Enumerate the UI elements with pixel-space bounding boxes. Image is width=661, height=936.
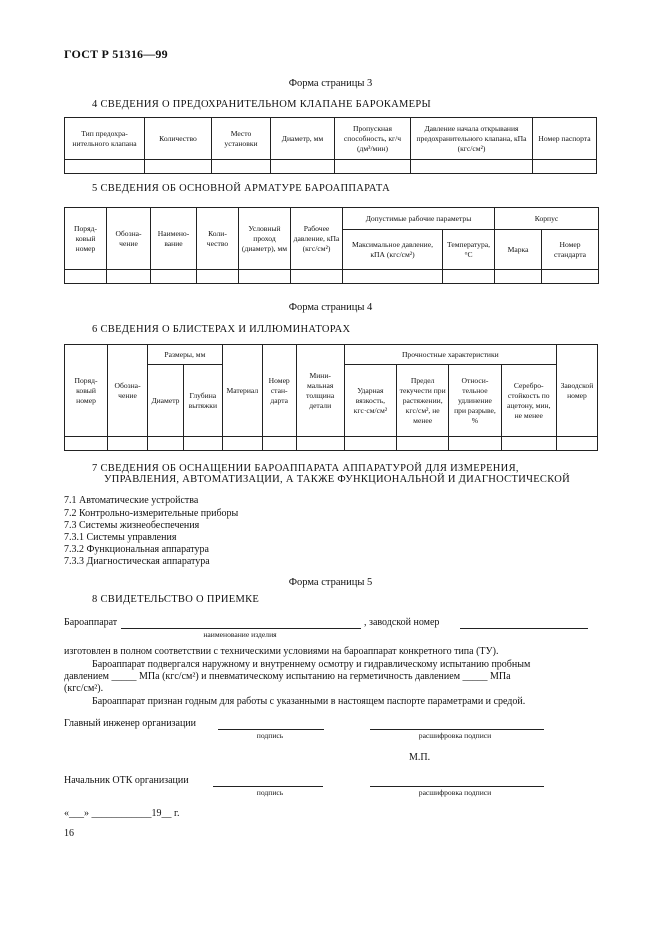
- section4-title: 4 СВЕДЕНИЯ О ПРЕДОХРАНИТЕЛЬНОМ КЛАПАНЕ БАРОКАМЕРЫ: [92, 99, 431, 110]
- section5-table: [64, 207, 599, 284]
- decoding-caption: расшифровка подписи: [418, 788, 492, 797]
- section5-title: 5 СВЕДЕНИЯ ОБ ОСНОВНОЙ АРМАТУРЕ БАРОАППАРАТА: [92, 183, 390, 194]
- col-location: Место установки: [212, 118, 271, 160]
- col-working-pressure: Рабочее давление, кПа (кгс/см²): [291, 208, 343, 270]
- col-max-pressure: Максимальное давление, кПА (кгс/см²): [343, 230, 443, 270]
- form-title-page3: Форма страницы 3: [288, 78, 373, 89]
- factory-number-line: [460, 628, 588, 629]
- form-title-page5: Форма страницы 5: [288, 577, 373, 588]
- col-opening-pressure: Давление начала открывания предохранительного клапана, кПа (кгс/см²): [411, 118, 533, 160]
- col-silver-resistance: Серебростойкость по ацетону, мин, не менее: [501, 365, 556, 437]
- apparatus-name-line: [121, 628, 361, 629]
- group-strength: Прочностные характеристики: [344, 345, 556, 365]
- stamp-label: М.П.: [409, 752, 431, 763]
- col-name: Наименование: [151, 208, 197, 270]
- paragraph-1: изготовлен в полном соответствии с техническими условиями на бароаппарат конкретного типа (ТУ).: [64, 646, 499, 657]
- col-material: Материал: [222, 345, 262, 437]
- section7-title-line2: УПРАВЛЕНИЯ, АВТОМАТИЗАЦИИ, А ТАКЖЕ ФУНКЦИОНАЛЬНОЙ И ДИАГНОСТИЧЕСКОЙ: [104, 474, 571, 485]
- name-caption: наименование изделия: [203, 630, 277, 639]
- signature-caption: подпись: [256, 788, 284, 797]
- section7-item: 7.3.3 Диагностическая аппаратура: [64, 556, 210, 567]
- date-line: «___» ____________19__ г.: [64, 808, 180, 819]
- paragraph-3: Бароаппарат признан годным для работы с указанными в настоящем паспорте параметрами и средой.: [92, 696, 526, 707]
- table-row: [65, 160, 597, 174]
- section4-table: [64, 117, 597, 174]
- document-header: ГОСТ Р 51316—99: [64, 47, 168, 61]
- section7-item: 7.3 Системы жизнеобеспечения: [64, 520, 200, 531]
- section7-title-line1: 7 СВЕДЕНИЯ ОБ ОСНАЩЕНИИ БАРОАППАРАТА АППАРАТУРОЙ ДЛЯ ИЗМЕРЕНИЯ,: [92, 463, 519, 474]
- section7-item: 7.3.2 Функциональная аппаратура: [64, 544, 209, 555]
- col-designation: Обозначение: [107, 208, 151, 270]
- chief-engineer-signature-line: [218, 729, 324, 730]
- col-nominal-bore: Условный проход (диаметр), мм: [239, 208, 291, 270]
- group-allowed-parameters: Допустимые рабочие параметры: [343, 208, 495, 230]
- group-sizes: Размеры, мм: [148, 345, 223, 365]
- col-standard-number: Номер стандарта: [262, 345, 296, 437]
- table-row: [65, 270, 599, 284]
- section7-item: 7.1 Автоматические устройства: [64, 495, 199, 506]
- chief-engineer-decoding-line: [370, 729, 544, 730]
- col-capacity: Пропускная способность, кг/ч (дм³/мин): [335, 118, 411, 160]
- col-min-thickness: Минимальная толщина детали: [296, 345, 344, 437]
- paragraph-2-line3: (кгс/см²).: [64, 683, 104, 694]
- chief-engineer-label: Главный инженер организации: [64, 718, 196, 729]
- section8-title: 8 СВИДЕТЕЛЬСТВО О ПРИЕМКЕ: [92, 594, 260, 605]
- col-impact-strength: Ударная вязкость, кгс·см/см²: [344, 365, 396, 437]
- col-quantity: Количество: [145, 118, 212, 160]
- section6-table: [64, 344, 598, 451]
- col-elongation: Относительное удлинение при разрыве, %: [449, 365, 501, 437]
- col-grade: Марка: [495, 230, 542, 270]
- col-quantity: Количество: [197, 208, 239, 270]
- paragraph-2-line1: Бароаппарат подвергался наружному и внутреннему осмотру и гидравлическому испытанию пробным: [92, 659, 531, 670]
- page-number: 16: [64, 828, 74, 839]
- form-title-page4: Форма страницы 4: [288, 302, 373, 313]
- col-passport-number: Номер паспорта: [533, 118, 597, 160]
- col-standard-number: Номер стандарта: [542, 230, 599, 270]
- group-body: Корпус: [495, 208, 599, 230]
- section7-item: 7.2 Контрольно-измерительные приборы: [64, 508, 239, 519]
- decoding-caption: расшифровка подписи: [418, 731, 492, 740]
- otk-label: Начальник ОТК организации: [64, 775, 189, 786]
- col-designation: Обозначение: [108, 345, 148, 437]
- factory-number-label: , заводской номер: [364, 617, 440, 628]
- table-row: [65, 437, 598, 451]
- col-temperature: Температура, °С: [443, 230, 495, 270]
- col-factory-number: Заводской номер: [556, 345, 597, 437]
- col-valve-type: Тип предохранительного клапана: [65, 118, 145, 160]
- col-diameter: Диаметр: [148, 365, 184, 437]
- otk-signature-line: [213, 786, 323, 787]
- section6-title: 6 СВЕДЕНИЯ О БЛИСТЕРАХ И ИЛЛЮМИНАТОРАХ: [92, 324, 351, 335]
- col-order-number: Порядковый номер: [65, 208, 107, 270]
- apparatus-label: Бароаппарат: [64, 617, 118, 628]
- col-yield-strength: Предел текучести при растяжении, кгс/см², не менее: [397, 365, 449, 437]
- section7-item: 7.3.1 Системы управления: [64, 532, 177, 543]
- paragraph-2-line2: давлением _____ МПа (кгс/см²) и пневматическому испытанию на герметичность давлением _____ МПа: [64, 671, 511, 682]
- col-order-number: Порядковый номер: [65, 345, 108, 437]
- otk-decoding-line: [370, 786, 544, 787]
- col-diameter: Диаметр, мм: [271, 118, 335, 160]
- signature-caption: подпись: [256, 731, 284, 740]
- col-draw-depth: Глубина вытяжки: [183, 365, 222, 437]
